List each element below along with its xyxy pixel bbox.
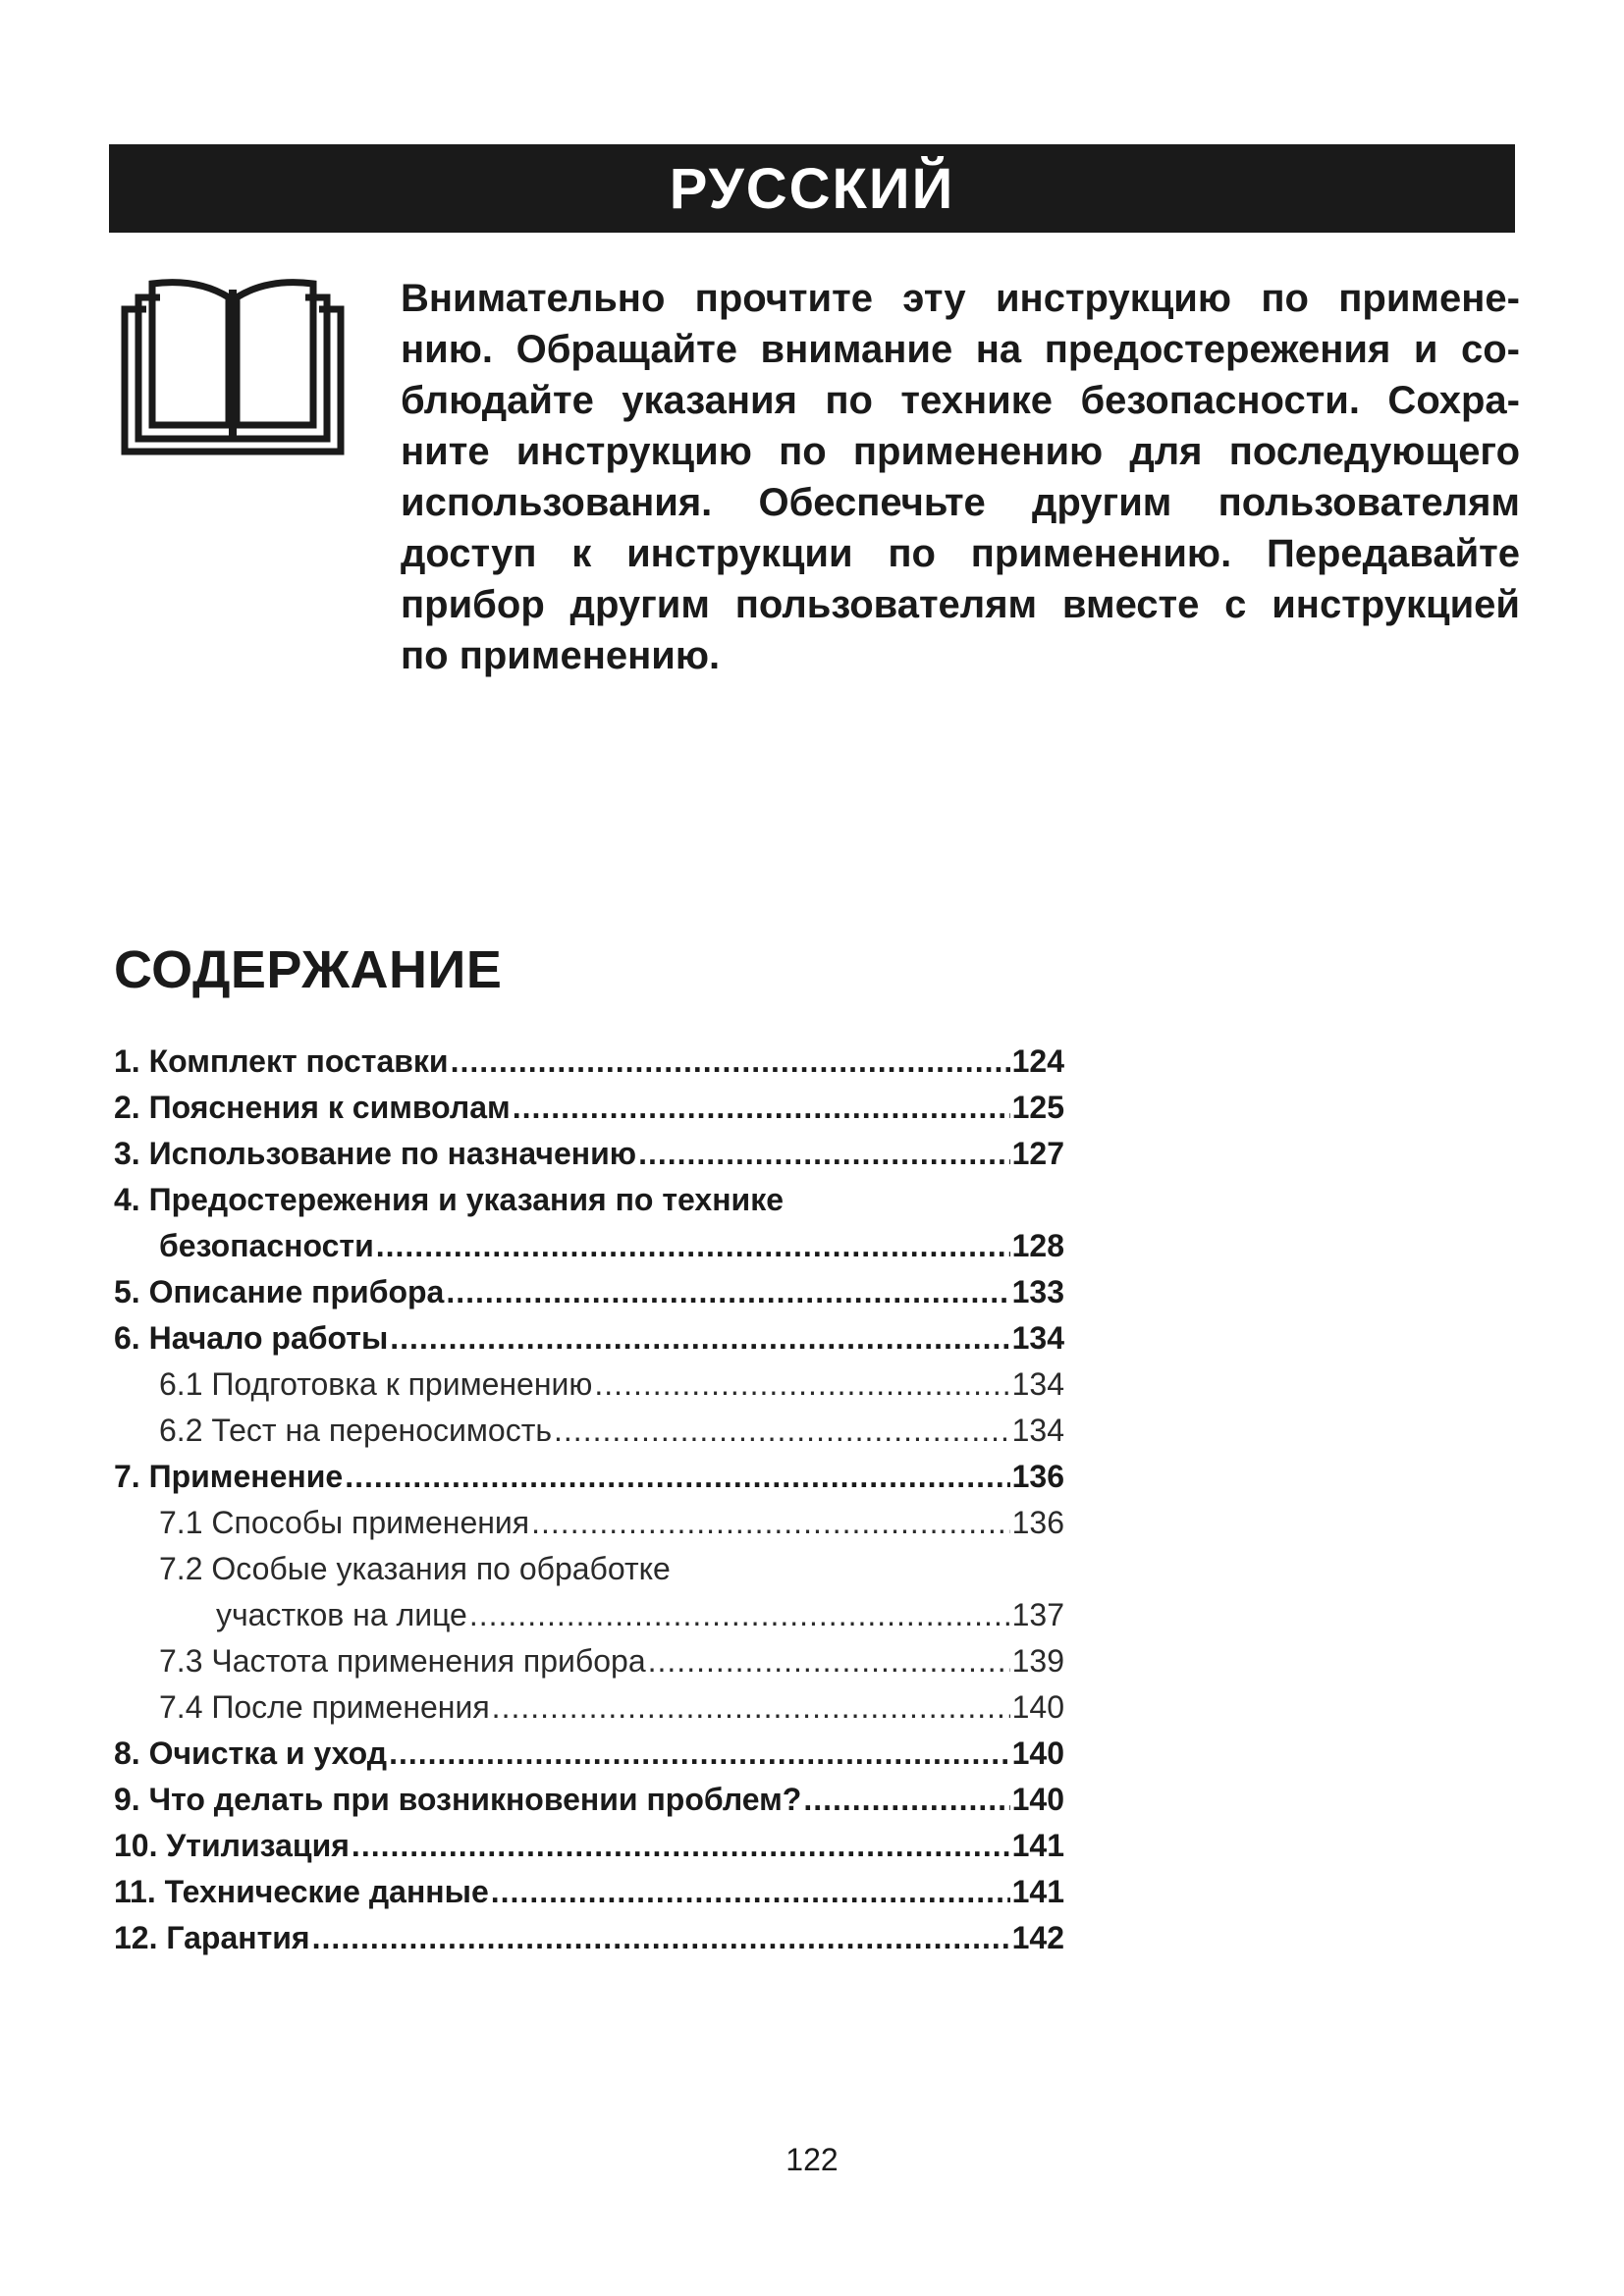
toc-leader-dots (446, 1269, 1009, 1315)
toc-subentry[interactable] (114, 1592, 1064, 1638)
toc-entry-page: 140 (1011, 1782, 1064, 1817)
toc-entry-text: 6. Начало работы (114, 1320, 389, 1356)
toc-entry-page: 139 (1011, 1643, 1064, 1679)
toc-entry-text: 10. Утилизация (114, 1828, 350, 1863)
toc-leader-dots (803, 1777, 1009, 1823)
toc-entry-page: 140 (1011, 1735, 1064, 1771)
toc-entry-page: 140 (1011, 1689, 1064, 1725)
toc-entry[interactable] (114, 1454, 1064, 1500)
toc-entry-text: 5. Описание прибора (114, 1274, 445, 1309)
toc-leader-dots (451, 1039, 1010, 1085)
toc-entry-page: 141 (1011, 1828, 1064, 1863)
toc-entry-page: 136 (1011, 1459, 1064, 1494)
toc-entry-text: 7.1 Способы применения (159, 1505, 530, 1540)
toc-entry-text: 6.1 Подготовка к применению (159, 1366, 593, 1402)
toc-subentry[interactable] (114, 1362, 1064, 1408)
toc-subentry[interactable] (114, 1546, 1064, 1592)
toc-entry[interactable] (114, 1777, 1064, 1823)
open-book-icon (119, 270, 347, 456)
toc-entry[interactable] (114, 1085, 1064, 1131)
toc-entry-page: 141 (1011, 1874, 1064, 1909)
toc-leader-dots (469, 1592, 1010, 1638)
toc-leader-dots (531, 1500, 1009, 1546)
intro-line: прибор другим пользователям вместе с инструкцией (401, 583, 1520, 626)
toc-entry-page: 142 (1011, 1920, 1064, 1955)
toc-leader-dots (594, 1362, 1009, 1408)
intro-line: по применению. (401, 634, 721, 677)
toc-entry-text: участков на лице (216, 1597, 467, 1632)
toc-entry[interactable] (114, 1915, 1064, 1961)
toc-leader-dots (513, 1085, 1010, 1131)
toc-entry-text: 6.2 Тест на переносимость (159, 1413, 553, 1448)
toc-entry[interactable] (114, 1223, 1064, 1269)
toc-leader-dots (345, 1454, 1009, 1500)
language-banner-title: РУССКИЙ (669, 156, 955, 221)
toc-entry-page: 133 (1011, 1274, 1064, 1309)
intro-line: использования. Обеспечьте другим пользователям (401, 481, 1520, 524)
toc-leader-dots (352, 1823, 1010, 1869)
toc-entry[interactable] (114, 1315, 1064, 1362)
toc-leader-dots (554, 1408, 1010, 1454)
toc-entry-text: 11. Технические данные (114, 1874, 489, 1909)
toc-subentry[interactable] (114, 1500, 1064, 1546)
toc-leader-dots (491, 1869, 1010, 1915)
language-banner (109, 144, 1515, 233)
toc-entry[interactable] (114, 1177, 1064, 1223)
toc-entry-page: 125 (1011, 1090, 1064, 1125)
toc-entry-page: 128 (1011, 1228, 1064, 1263)
toc-leader-dots (390, 1315, 1009, 1362)
toc-entry[interactable] (114, 1039, 1064, 1085)
toc-entry[interactable] (114, 1269, 1064, 1315)
toc-entry-page: 124 (1011, 1043, 1064, 1079)
toc-entry-page: 137 (1011, 1597, 1064, 1632)
toc-leader-dots (492, 1684, 1010, 1731)
table-of-contents (114, 1039, 1064, 1961)
toc-leader-dots (638, 1131, 1010, 1177)
toc-entry-text: 1. Комплект поставки (114, 1043, 449, 1079)
toc-entry-text: 4. Предостережения и указания по технике (114, 1182, 784, 1217)
toc-subentry[interactable] (114, 1684, 1064, 1731)
intro-line: ните инструкцию по применению для последующего (401, 430, 1520, 473)
toc-entry-text: 7.3 Частота применения прибора (159, 1643, 646, 1679)
toc-entry-text: 8. Очистка и уход (114, 1735, 388, 1771)
toc-entry[interactable] (114, 1823, 1064, 1869)
toc-entry-page: 134 (1011, 1413, 1064, 1448)
toc-entry[interactable] (114, 1131, 1064, 1177)
intro-line: Внимательно прочтите эту инструкцию по примене- (401, 277, 1520, 320)
toc-entry-text: 12. Гарантия (114, 1920, 310, 1955)
toc-leader-dots (389, 1731, 1010, 1777)
toc-entry-text: безопасности (159, 1228, 374, 1263)
toc-subentry[interactable] (114, 1638, 1064, 1684)
toc-subentry[interactable] (114, 1408, 1064, 1454)
toc-entry-page: 127 (1011, 1136, 1064, 1171)
page-number: 122 (785, 2142, 839, 2177)
toc-entry-text: 3. Использование по назначению (114, 1136, 637, 1171)
toc-leader-dots (312, 1915, 1010, 1961)
toc-entry-page: 134 (1011, 1320, 1064, 1356)
toc-entry-text: 7.4 После применения (159, 1689, 490, 1725)
intro-paragraph (401, 273, 1520, 681)
toc-entry-text: 7.2 Особые указания по обработке (159, 1551, 671, 1586)
toc-entry[interactable] (114, 1731, 1064, 1777)
intro-line: нию. Обращайте внимание на предостережения и со- (401, 328, 1520, 371)
intro-line: доступ к инструкции по применению. Передавайте (401, 532, 1520, 575)
toc-leader-dots (648, 1638, 1010, 1684)
toc-entry-text: 2. Пояснения к символам (114, 1090, 511, 1125)
intro-line: блюдайте указания по технике безопасности. Сохра- (401, 379, 1520, 422)
toc-entry[interactable] (114, 1869, 1064, 1915)
toc-entry-page: 136 (1011, 1505, 1064, 1540)
toc-entry-text: 7. Применение (114, 1459, 344, 1494)
toc-leader-dots (376, 1223, 1010, 1269)
toc-entry-text: 9. Что делать при возникновении проблем? (114, 1782, 802, 1817)
toc-title: СОДЕРЖАНИЕ (114, 940, 503, 999)
toc-entry-page: 134 (1011, 1366, 1064, 1402)
